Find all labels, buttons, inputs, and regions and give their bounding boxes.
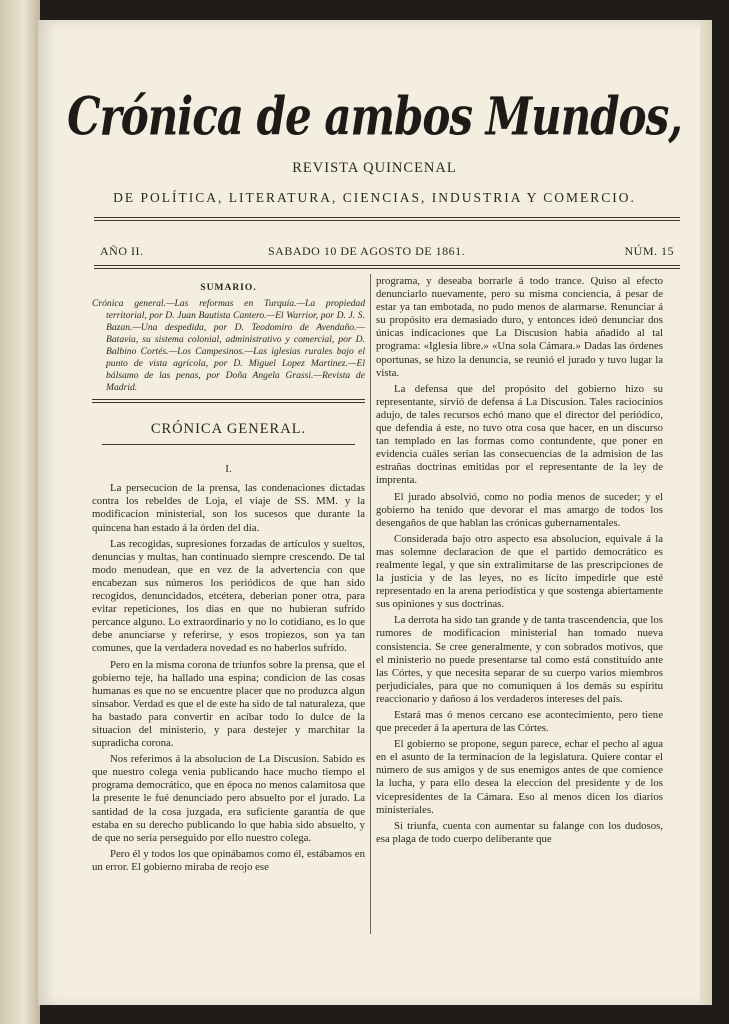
issue-number: NÚM. 15 bbox=[624, 244, 674, 258]
paragraph: El gobierno se propone, segun parece, echar el pecho al agua en el asunto de la terminacion de la legislatura. Quiere contar el número de sus amigos y de sus enemigos antes de que comience la lucha, y para ello desea la eleccion del presidente y de los vicepresidentes de la Cámara. Eso al menos dicen los diarios ministeriales. bbox=[376, 738, 663, 816]
paragraph: La persecucion de la prensa, las condenaciones dictadas contra los rebeldes de Loja, el viaje de SS. MM. y la modificacion ministerial, son los sucesos que durante la quincena han estado á la órden del dia. bbox=[92, 482, 365, 534]
newspaper-page bbox=[38, 20, 711, 1005]
paragraph: Pero en la misma corona de triunfos sobre la prensa, que el gobierno teje, ha hallado una espina; condicion de las cosas humanas es que no se encuentre placer que no produzca algun sinsabor. Verdad es que el de este ha sido de tal naturaleza, que ha bastado para convertir en acíbar todo lo dulce de la situacion del ministerio, y para destejer y marchitar la supradicha corona. bbox=[92, 658, 365, 750]
section-part-number: I. bbox=[225, 463, 232, 476]
summary-title: SUMARIO. bbox=[200, 283, 257, 293]
header-rule-bottom bbox=[94, 265, 680, 266]
paragraph: La defensa que del propósito del gobierno hizo su representante, sirvió de defensa á La Discusion. Tales raciocinios adujo, de tales recursos echó mano que el director del periódico, que defendia á este, no tuvo otra cosa que hacer, en un discurso tan templado en las formas como contundente, que poner en evidencia cuáles serian las consecuencias de la admision de las estrañas doctrinas emitidas por el representante de la ley de imprenta. bbox=[376, 382, 663, 487]
paragraph: Nos referimos á la absolucion de La Discusion. Sabido es que nuestro colega venia publicando hace mucho tiempo el programa democrático, que en época no menos calamitosa que la presente le fué denunciado pero absuelto por el jurado. La santidad de la cosa juzgada, era suficiente garantía de que estaba en su derecho publicando lo que habia sido absuelto, y de que no seria perseguido por ello nuestro colega. bbox=[92, 753, 365, 844]
section-rule bbox=[102, 444, 355, 445]
paragraph: Si triunfa, cuenta con aumentar su falange con los dudosos, esa plaga de todo cuerpo deliberante que bbox=[376, 819, 663, 845]
left-column bbox=[92, 282, 365, 877]
masthead-title: Crónica de ambos Mundos, bbox=[67, 85, 682, 148]
paragraph: Estará mas ó menos cercano ese acontecimiento, pero tiene que preceder á la apertura de las Córtes. bbox=[376, 709, 663, 735]
column-separator bbox=[370, 274, 371, 934]
paragraph: El jurado absolvió, como no podia menos de suceder; y el gobierno ha tenido que devorar el mas amargo de todos los desengaños de que hablan las crónicas gubernamentales. bbox=[376, 490, 663, 529]
paragraph: La derrota ha sido tan grande y de tanta trascendencia, que los rumores de modificacion ministerial han tomado nueva consistencia. Se cree generalmente, y con sobrados motivos, que el ministerio no puede presentarse tal como está constituido ante las Córtes, y que necesita separar de su cuerpo varios miembros perjudiciales, para que no comuniquen á los demás su espíritu reaccionario y dañoso á los verdaderos intereses del país. bbox=[376, 614, 663, 705]
summary-text: Crónica general.—Las reformas en Turquía.—La propiedad territorial, por D. Juan Bautista Cantero.—El Warrior, por D. J. S. Bazan.—Una despedida, por D. Teodomiro de Avendaño.—Batavia, su sistema colonial, administrativo y comercial, por D. Balbino Cortés.—Los Campesinos.—Las iglesias rurales bajo el punto de vista agrícola, por D. Miguel Lopez Martinez.—El bálsamo de las penas, por Doña Angela Grassi.—Revista de Madrid. bbox=[92, 298, 365, 394]
summary-rule-2 bbox=[92, 402, 365, 403]
right-column bbox=[376, 275, 663, 849]
paragraph: programa, y deseaba borrarle á todo trance. Quiso al efecto denunciarlo nuevamente, pero su misma conciencia, á pesar de estar ya tan embotada, no pudo menos de alarmarse. Renunciar á su propósito era demasiado duro, y entonces ideó denunciar dos únicas indicaciones que La Discusion habia añadido al tal programa: «Iglesia libre.» «Una sola Cámara.» Dadas las órdenes oportunas, se hizo la denuncia, se reunió el jurado y tuvo lugar la vista. bbox=[376, 275, 663, 379]
year-label: AÑO II. bbox=[100, 244, 144, 258]
page-edge bbox=[700, 20, 712, 1005]
header-rule-top bbox=[94, 217, 680, 218]
subtitle: REVISTA QUINCENAL bbox=[292, 160, 457, 176]
paragraph: Pero él y todos los que opinábamos como él, estábamos en un error. El gobierno miraba de reojo ese bbox=[92, 847, 365, 873]
paragraph: Considerada bajo otro aspecto esa absolucion, equivale á la mas solemne declaracion de que el partido democrático es realmente legal, y que sin extralimitarse de las prescripciones de la justicia y de las leyes, no es lícito impedirle que esté representado en la arena periodística y que sostenga abiertamente sus opiniones y sus doctrinas. bbox=[376, 532, 663, 611]
summary-rule bbox=[92, 399, 365, 400]
left-page-stack bbox=[0, 0, 40, 1024]
date-label: SABADO 10 DE AGOSTO DE 1861. bbox=[268, 244, 466, 258]
header-rule-bottom-2 bbox=[94, 268, 680, 269]
section-title: CRÓNICA GENERAL. bbox=[150, 421, 307, 438]
header-rule-top-2 bbox=[94, 220, 680, 221]
subtitle-topics: DE POLÍTICA, LITERATURA, CIENCIAS, INDUSTRIA Y COMERCIO. bbox=[113, 190, 636, 205]
paragraph: Las recogidas, supresiones forzadas de artículos y sueltos, denuncias y multas, han continuado siempre crescendo. De tal modo menudean, que en vez de la advertencia con que encabezan sus números los periódicos de que han sido recogidos, denuncidados, etcétera, deberian poner otra, para evitar repeticiones, los dias en que no hubieran sufrido percance alguno. Lo extraordinario y no lo cotidiano, es lo que debe anunciarse y referirse, y esos tropiezos, son ya tan comunes, que la verdadera novedad es no haberlos sufrido. bbox=[92, 537, 365, 655]
